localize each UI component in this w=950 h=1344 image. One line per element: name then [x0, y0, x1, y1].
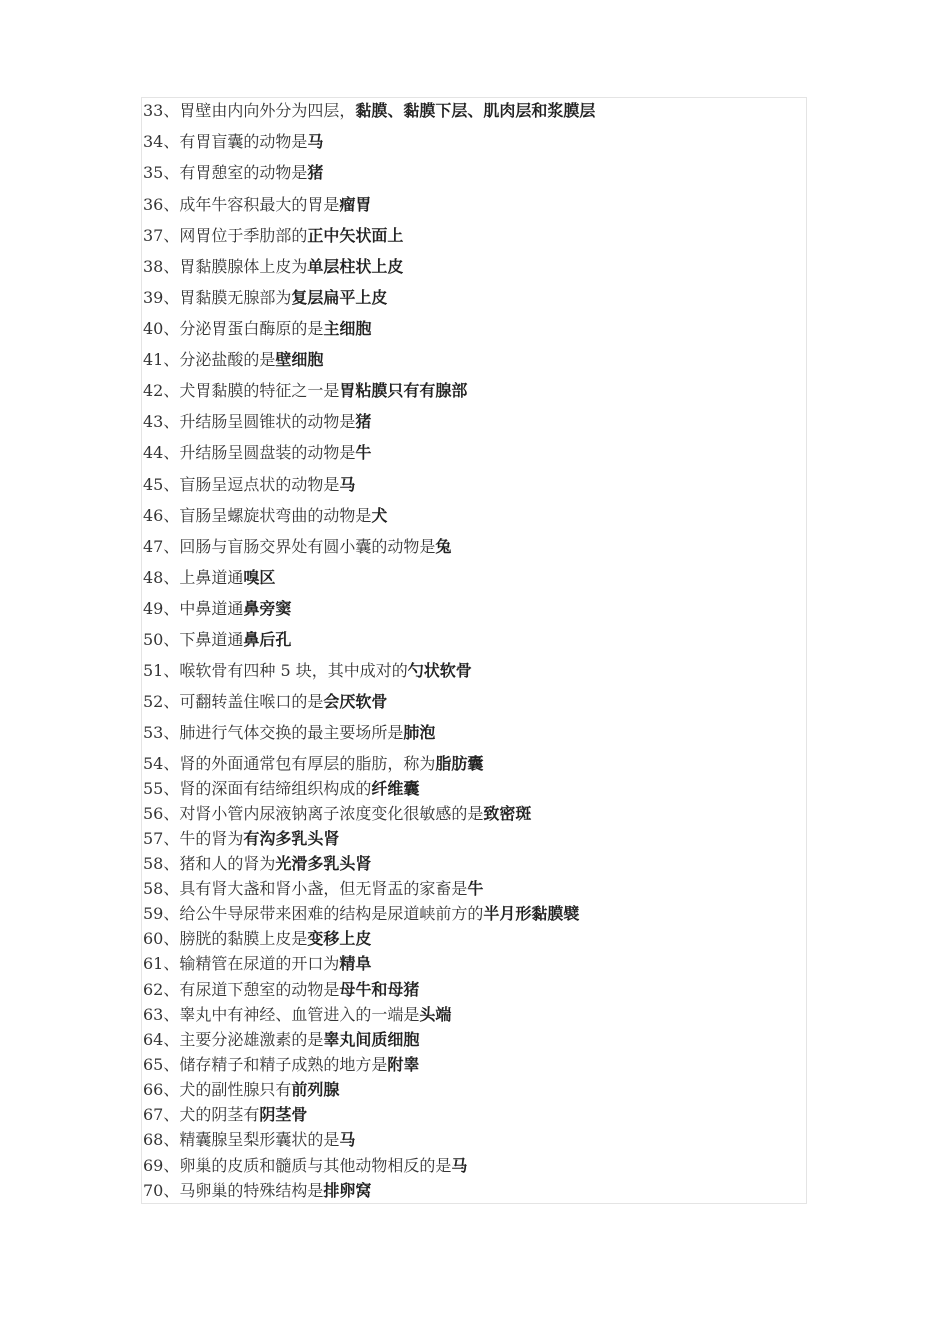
question-text: 58、具有肾大盏和肾小盏，但无肾盂的家畜是 — [143, 879, 468, 898]
question-line — [143, 319, 371, 339]
question-line — [143, 568, 275, 588]
answer-text: 头端 — [419, 1005, 452, 1024]
answer-text: 马 — [451, 1156, 468, 1175]
question-text: 46、盲肠呈螺旋状弯曲的动物是 — [143, 506, 372, 525]
answer-text: 牛 — [467, 879, 484, 898]
question-text: 67、犬的阴茎有 — [143, 1105, 260, 1124]
question-text: 69、卵巢的皮质和髓质与其他动物相反的是 — [143, 1156, 452, 1175]
answer-text: 嗅区 — [243, 568, 276, 587]
question-text: 47、回肠与盲肠交界处有圆小囊的动物是 — [143, 537, 436, 556]
answer-text: 兔 — [435, 537, 452, 556]
question-text: 39、胃黏膜无腺部为 — [143, 288, 292, 307]
question-line — [143, 904, 579, 924]
answer-text: 壁细胞 — [275, 350, 324, 369]
question-line — [143, 257, 403, 277]
question-line — [143, 537, 451, 557]
question-line — [143, 754, 483, 774]
question-text: 49、中鼻道通 — [143, 599, 244, 618]
question-line — [143, 779, 419, 799]
question-line — [143, 661, 472, 681]
answer-text: 马 — [307, 132, 324, 151]
question-line — [143, 723, 435, 743]
answer-text: 脂肪囊 — [435, 754, 484, 773]
question-line — [143, 163, 323, 183]
question-line — [143, 630, 291, 650]
question-text: 68、精囊腺呈梨形囊状的是 — [143, 1130, 340, 1149]
question-line — [143, 443, 371, 463]
question-line — [143, 195, 371, 215]
question-text: 42、犬胃黏膜的特征之一是 — [143, 381, 340, 400]
question-text: 65、储存精子和精子成熟的地方是 — [143, 1055, 388, 1074]
question-line — [143, 1005, 451, 1025]
question-text: 50、下鼻道通 — [143, 630, 244, 649]
answer-text: 犬 — [371, 506, 388, 525]
question-line — [143, 132, 323, 152]
answer-text: 猪 — [307, 163, 324, 182]
answer-text: 致密斑 — [483, 804, 532, 823]
answer-text: 半月形黏膜襞 — [483, 904, 580, 923]
question-text: 34、有胃盲囊的动物是 — [143, 132, 308, 151]
answer-text: 精阜 — [339, 954, 372, 973]
question-line — [143, 506, 387, 526]
answer-text: 阴茎骨 — [259, 1105, 308, 1124]
question-text: 56、对肾小管内尿液钠离子浓度变化很敏感的是 — [143, 804, 484, 823]
question-text: 70、马卵巢的特殊结构是 — [143, 1181, 324, 1200]
question-line — [143, 954, 371, 974]
question-text: 45、盲肠呈逗点状的动物是 — [143, 475, 340, 494]
answer-text: 马 — [339, 475, 356, 494]
answer-text: 猪 — [355, 412, 372, 431]
question-text: 57、牛的肾为 — [143, 829, 244, 848]
answer-text: 附睾 — [387, 1055, 420, 1074]
question-line — [143, 879, 483, 899]
question-line — [143, 381, 467, 401]
answer-text: 正中矢状面上 — [307, 226, 404, 245]
question-line — [143, 929, 371, 949]
answer-text: 牛 — [355, 443, 372, 462]
answer-text: 瘤胃 — [339, 195, 372, 214]
question-text: 55、肾的深面有结缔组织构成的 — [143, 779, 372, 798]
answer-text: 主细胞 — [323, 319, 372, 338]
answer-text: 睾丸间质细胞 — [323, 1030, 420, 1049]
question-line — [143, 350, 323, 370]
answer-text: 黏膜、黏膜下层、肌肉层和浆膜层 — [355, 101, 596, 120]
question-line — [143, 854, 371, 874]
question-text: 60、膀胱的黏膜上皮是 — [143, 929, 308, 948]
question-text: 44、升结肠呈圆盘装的动物是 — [143, 443, 356, 462]
question-line — [143, 412, 371, 432]
question-line — [143, 599, 291, 619]
answer-text: 单层柱状上皮 — [307, 257, 404, 276]
question-text: 52、可翻转盖住喉口的是 — [143, 692, 324, 711]
question-line — [143, 1105, 307, 1125]
answer-text: 肺泡 — [403, 723, 436, 742]
question-text: 38、胃黏膜腺体上皮为 — [143, 257, 308, 276]
question-line — [143, 1080, 339, 1100]
question-line — [143, 101, 595, 121]
question-line — [143, 829, 339, 849]
question-text: 61、输精管在尿道的开口为 — [143, 954, 340, 973]
answer-text: 有沟多乳头肾 — [243, 829, 340, 848]
question-text: 62、有尿道下憩室的动物是 — [143, 980, 340, 999]
question-text: 33、胃壁由内向外分为四层， — [143, 101, 356, 120]
question-text: 66、犬的副性腺只有 — [143, 1080, 292, 1099]
question-text: 59、给公牛导尿带来困难的结构是尿道峡前方的 — [143, 904, 484, 923]
question-line — [143, 288, 387, 308]
question-text: 54、肾的外面通常包有厚层的脂肪，称为 — [143, 754, 436, 773]
question-line — [143, 475, 355, 495]
question-text: 51、喉软骨有四种 5 块，其中成对的 — [143, 661, 408, 680]
answer-text: 排卵窝 — [323, 1181, 372, 1200]
question-line — [143, 1055, 419, 1075]
question-text: 41、分泌盐酸的是 — [143, 350, 276, 369]
question-line — [143, 226, 403, 246]
answer-text: 鼻后孔 — [243, 630, 292, 649]
answer-text: 鼻旁窦 — [243, 599, 292, 618]
question-text: 48、上鼻道通 — [143, 568, 244, 587]
question-text: 36、成年牛容积最大的胃是 — [143, 195, 340, 214]
answer-text: 母牛和母猪 — [339, 980, 420, 999]
answer-text: 纤维囊 — [371, 779, 420, 798]
question-line — [143, 980, 419, 1000]
answer-text: 会厌软骨 — [323, 692, 388, 711]
question-line — [143, 692, 387, 712]
question-line — [143, 1130, 355, 1150]
question-text: 40、分泌胃蛋白酶原的是 — [143, 319, 324, 338]
question-text: 63、睾丸中有神经、血管进入的一端是 — [143, 1005, 420, 1024]
question-text: 43、升结肠呈圆锥状的动物是 — [143, 412, 356, 431]
question-line — [143, 1181, 371, 1201]
answer-text: 勺状软骨 — [407, 661, 472, 680]
question-text: 64、主要分泌雄激素的是 — [143, 1030, 324, 1049]
question-text: 37、网胃位于季肋部的 — [143, 226, 308, 245]
question-text: 58、猪和人的肾为 — [143, 854, 276, 873]
question-line — [143, 1030, 419, 1050]
answer-text: 变移上皮 — [307, 929, 372, 948]
answer-text: 复层扁平上皮 — [291, 288, 388, 307]
question-line — [143, 1156, 467, 1176]
answer-text: 马 — [339, 1130, 356, 1149]
answer-text: 胃粘膜只有有腺部 — [339, 381, 468, 400]
answer-text: 光滑多乳头肾 — [275, 854, 372, 873]
question-text: 35、有胃憩室的动物是 — [143, 163, 308, 182]
question-text: 53、肺进行气体交换的最主要场所是 — [143, 723, 404, 742]
answer-text: 前列腺 — [291, 1080, 340, 1099]
question-line — [143, 804, 531, 824]
